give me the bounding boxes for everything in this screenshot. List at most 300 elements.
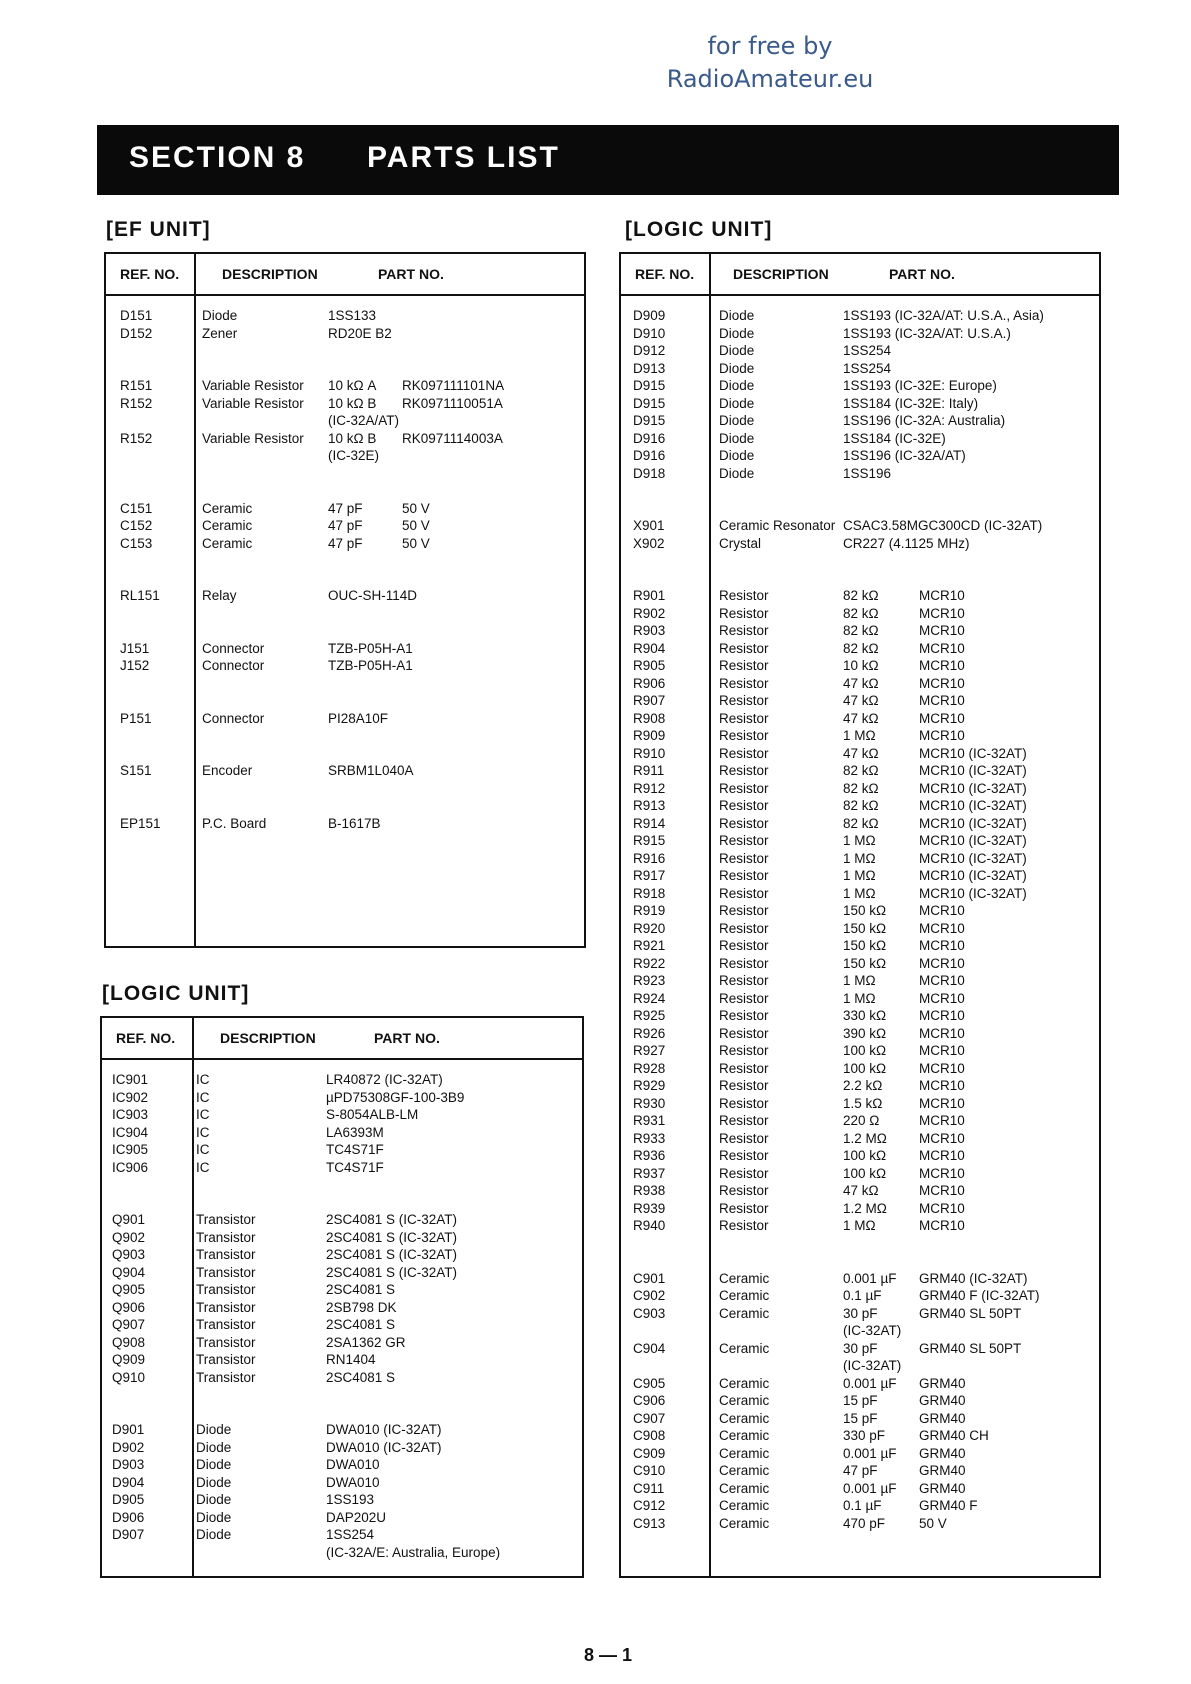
table-row [621, 1060, 1099, 1078]
cell-ref-no: D152 [120, 325, 153, 341]
table-header [621, 254, 1099, 296]
table-row [621, 867, 1099, 885]
table-row [106, 377, 584, 395]
table-row [621, 937, 1099, 955]
cell-part-no: 2SC4081 S (IC-32AT) [326, 1212, 458, 1227]
cell-description: Resistor [719, 1008, 769, 1023]
cell-part-spec: MCR10 [919, 728, 965, 743]
cell-description: Resistor [719, 990, 769, 1006]
section-title: PARTS LIST [367, 141, 560, 174]
cell-ref-no: S151 [120, 763, 152, 778]
cell-description: Resistor [719, 798, 769, 813]
table-row [106, 640, 584, 658]
cell-part-no: 2.2 kΩ [843, 1078, 883, 1093]
table-row [621, 1515, 1099, 1533]
ef-unit-table [104, 252, 586, 948]
cell-description: Ceramic [202, 535, 253, 551]
cell-part-no: 2SC4081 S [326, 1317, 396, 1332]
table-row [102, 1229, 582, 1247]
cell-part-no: DWA010 [326, 1474, 380, 1490]
cell-ref-no: D902 [112, 1439, 145, 1455]
table-row [621, 517, 1099, 535]
table-row [102, 1281, 582, 1299]
table-row [106, 587, 584, 605]
cell-part-no: 1SS184 (IC-32E) [843, 430, 946, 446]
cell-description: Resistor [719, 973, 769, 988]
table-row [106, 710, 584, 728]
cell-ref-no: D916 [633, 448, 666, 463]
cell-ref-no: R931 [633, 1113, 666, 1128]
table-row [621, 832, 1099, 850]
cell-part-no: 1SS193 (IC-32E: Europe) [843, 378, 997, 393]
cell-part-spec: GRM40 F [919, 1498, 978, 1513]
cell-ref-no: Q903 [112, 1247, 146, 1262]
cell-part-spec: MCR10 [919, 605, 965, 621]
cell-description: Connector [202, 658, 265, 673]
cell-ref-no: R930 [633, 1095, 666, 1111]
table-row [621, 640, 1099, 658]
cell-part-no: 390 kΩ [843, 1025, 887, 1041]
cell-part-no: 10 kΩ [843, 658, 879, 673]
cell-ref-no: R906 [633, 675, 666, 691]
cell-ref-no: D915 [633, 395, 666, 411]
cell-part-spec: MCR10 [919, 973, 965, 988]
table-row [621, 657, 1099, 675]
cell-part-spec: MCR10 [919, 675, 965, 691]
cell-part-spec: GRM40 [919, 1463, 966, 1478]
cell-part-no: DWA010 [326, 1457, 380, 1472]
cell-ref-no: R917 [633, 868, 666, 883]
cell-description: Resistor [719, 1095, 769, 1111]
cell-ref-no: R907 [633, 693, 666, 708]
cell-part-no: S-8054ALB-LM [326, 1107, 419, 1122]
table-row [106, 535, 584, 553]
cell-description: Diode [196, 1492, 232, 1507]
table-row [621, 1077, 1099, 1095]
cell-part-spec: RK097111101NA [402, 378, 505, 393]
cell-ref-no: Q909 [112, 1352, 146, 1367]
cell-part-spec: GRM40 F (IC-32AT) [919, 1288, 1040, 1303]
table-row [621, 1217, 1099, 1235]
table-row [621, 1392, 1099, 1410]
cell-ref-no: C910 [633, 1463, 666, 1478]
cell-ref-no: R923 [633, 973, 666, 988]
cell-part-spec: MCR10 (IC-32AT) [919, 763, 1027, 778]
cell-part-no: 2SB798 DK [326, 1299, 397, 1315]
table-row [106, 447, 584, 465]
cell-part-no: 47 kΩ [843, 745, 879, 761]
table-row [621, 1130, 1099, 1148]
cell-description: Transistor [196, 1299, 256, 1315]
cell-part-no: 100 kΩ [843, 1043, 887, 1058]
cell-part-no: 30 pF [843, 1340, 878, 1356]
cell-description: Ceramic [202, 500, 253, 516]
cell-description: Ceramic [719, 1428, 770, 1443]
table-row [621, 902, 1099, 920]
cell-part-no: 150 kΩ [843, 938, 887, 953]
table-row [621, 1497, 1099, 1515]
cell-ref-no: R908 [633, 710, 666, 726]
cell-ref-no: C151 [120, 500, 153, 516]
table-row [106, 395, 584, 413]
cell-ref-no: R913 [633, 798, 666, 813]
table-row [621, 465, 1099, 483]
cell-part-spec: MCR10 (IC-32AT) [919, 798, 1027, 813]
cell-description: Resistor [719, 588, 769, 603]
cell-ref-no: D912 [633, 343, 666, 358]
cell-part-no: PI28A10F [328, 710, 389, 726]
cell-part-no: 1 MΩ [843, 1218, 876, 1233]
cell-part-no: 47 kΩ [843, 675, 879, 691]
table-row [102, 1334, 582, 1352]
cell-part-spec: MCR10 [919, 623, 965, 638]
cell-description: Ceramic Resonator [719, 518, 836, 533]
cell-part-spec: GRM40 [919, 1445, 966, 1461]
table-row [102, 1439, 582, 1457]
cell-description: Ceramic [719, 1305, 770, 1321]
table-row [621, 955, 1099, 973]
cell-part-no: TZB-P05H-A1 [328, 658, 413, 673]
table-row [621, 692, 1099, 710]
cell-ref-no: Q910 [112, 1369, 146, 1385]
cell-description: Diode [196, 1422, 232, 1437]
cell-part-spec: MCR10 (IC-32AT) [919, 815, 1027, 831]
table-row [621, 1095, 1099, 1113]
cell-ref-no: D906 [112, 1509, 145, 1525]
cell-description: Relay [202, 588, 237, 603]
table-row [621, 342, 1099, 360]
cell-description: Resistor [719, 605, 769, 621]
cell-part-no: TC4S71F [326, 1142, 384, 1157]
cell-part-no: µPD75308GF-100-3B9 [326, 1089, 465, 1105]
cell-ref-no: D904 [112, 1474, 145, 1490]
cell-description: Resistor [719, 675, 769, 691]
cell-ref-no: R909 [633, 728, 666, 743]
cell-description: Resistor [719, 1218, 769, 1233]
cell-description: Transistor [196, 1229, 256, 1245]
cell-description: Diode [719, 343, 755, 358]
cell-part-no: 0.001 µF [843, 1270, 897, 1286]
cell-description: IC [196, 1107, 210, 1122]
cell-ref-no: R915 [633, 833, 666, 848]
cell-part-no: 47 pF [328, 518, 363, 533]
cell-description: Resistor [719, 903, 769, 918]
cell-ref-no: D913 [633, 360, 666, 376]
cell-part-spec: GRM40 (IC-32AT) [919, 1270, 1028, 1286]
cell-description: Diode [719, 325, 755, 341]
cell-description: Resistor [719, 763, 769, 778]
cell-ref-no: R924 [633, 990, 666, 1006]
cell-part-spec: MCR10 [919, 640, 965, 656]
cell-part-spec: RK0971110051A [402, 395, 503, 411]
table-row [102, 1456, 582, 1474]
table-row [106, 430, 584, 448]
cell-part-no: 470 pF [843, 1515, 886, 1531]
cell-ref-no: C904 [633, 1340, 666, 1356]
table-row [106, 657, 584, 675]
table-row [621, 535, 1099, 553]
table-row [621, 990, 1099, 1008]
table-row [621, 885, 1099, 903]
cell-part-no: 2SC4081 S (IC-32AT) [326, 1229, 458, 1245]
cell-description: Connector [202, 710, 265, 726]
cell-ref-no: D915 [633, 378, 666, 393]
cell-part-no: CSAC3.58MGC300CD (IC-32AT) [843, 518, 1043, 533]
cell-ref-no: R151 [120, 378, 153, 393]
cell-part-no: OUC-SH-114D [328, 588, 418, 603]
cell-part-no: (IC-32A/E: Australia, Europe) [326, 1544, 501, 1560]
cell-ref-no: C913 [633, 1515, 666, 1531]
cell-description: IC [196, 1072, 210, 1087]
cell-ref-no: X901 [633, 518, 665, 533]
cell-ref-no: D916 [633, 430, 666, 446]
cell-part-no: 100 kΩ [843, 1165, 887, 1181]
cell-ref-no: R939 [633, 1200, 666, 1216]
cell-part-no: 10 kΩ B [328, 430, 377, 446]
section-number: SECTION 8 [129, 141, 306, 174]
watermark [640, 30, 900, 96]
cell-ref-no: R922 [633, 955, 666, 971]
cell-ref-no: R918 [633, 885, 666, 901]
cell-part-spec: GRM40 [919, 1393, 966, 1408]
cell-ref-no: D915 [633, 413, 666, 428]
cell-description: Ceramic [719, 1498, 770, 1513]
cell-ref-no: C906 [633, 1393, 666, 1408]
cell-description: Crystal [719, 535, 762, 551]
cell-part-no: 82 kΩ [843, 605, 879, 621]
table-row [621, 1375, 1099, 1393]
cell-part-no: 82 kΩ [843, 763, 879, 778]
cell-ref-no: X902 [633, 535, 665, 551]
cell-description: Diode [196, 1527, 232, 1542]
cell-part-spec: 50 V [919, 1515, 947, 1531]
table-row [102, 1509, 582, 1527]
cell-ref-no: D903 [112, 1457, 145, 1472]
cell-ref-no: R940 [633, 1218, 666, 1233]
cell-description: Diode [196, 1474, 232, 1490]
table-row [102, 1474, 582, 1492]
cell-ref-no: R912 [633, 780, 666, 796]
cell-description: Diode [719, 465, 755, 481]
cell-ref-no: R929 [633, 1078, 666, 1093]
cell-part-no: 1SS184 (IC-32E: Italy) [843, 395, 979, 411]
cell-ref-no: D151 [120, 308, 153, 323]
table-row [102, 1544, 582, 1562]
table-row [102, 1246, 582, 1264]
cell-description: Zener [202, 325, 238, 341]
cell-part-no: 1SS196 (IC-32A: Australia) [843, 413, 1006, 428]
cell-part-spec: 50 V [402, 500, 430, 516]
cell-part-no: 15 pF [843, 1410, 878, 1426]
cell-ref-no: C902 [633, 1288, 666, 1303]
cell-part-spec: MCR10 [919, 1130, 965, 1146]
cell-description: Resistor [719, 1060, 769, 1076]
cell-description: Ceramic [719, 1410, 770, 1426]
cell-ref-no: Q905 [112, 1282, 146, 1297]
table-row [621, 1322, 1099, 1340]
cell-ref-no: R928 [633, 1060, 666, 1076]
cell-part-no: 2SC4081 S (IC-32AT) [326, 1247, 458, 1262]
cell-part-no: CR227 (4.1125 MHz) [843, 535, 970, 551]
cell-part-no: 82 kΩ [843, 780, 879, 796]
cell-ref-no: Q904 [112, 1264, 146, 1280]
cell-part-spec: MCR10 [919, 1183, 965, 1198]
cell-part-no: TC4S71F [326, 1159, 384, 1175]
cell-part-no: 100 kΩ [843, 1148, 887, 1163]
cell-part-no: 1 MΩ [843, 973, 876, 988]
cell-part-spec: 50 V [402, 518, 430, 533]
cell-part-no: 1 MΩ [843, 885, 876, 901]
cell-ref-no: C908 [633, 1428, 666, 1443]
cell-part-no: 1SS133 [328, 308, 377, 323]
cell-description: Transistor [196, 1352, 256, 1367]
cell-description: Resistor [719, 815, 769, 831]
table-row [621, 325, 1099, 343]
cell-part-no: 1SS254 [326, 1527, 375, 1542]
cell-ref-no: D901 [112, 1422, 145, 1437]
cell-ref-no: R919 [633, 903, 666, 918]
cell-part-spec: MCR10 [919, 1008, 965, 1023]
table-row [621, 605, 1099, 623]
cell-part-no: (IC-32A/AT) [328, 413, 400, 428]
cell-description: Resistor [719, 710, 769, 726]
cell-part-no: 15 pF [843, 1393, 878, 1408]
table-row [621, 377, 1099, 395]
header-description: DESCRIPTION [733, 266, 829, 282]
cell-part-spec: MCR10 [919, 658, 965, 673]
cell-part-no: (IC-32AT) [843, 1323, 902, 1338]
cell-description: Ceramic [719, 1375, 770, 1391]
table-row [102, 1526, 582, 1544]
cell-description: Diode [202, 308, 238, 323]
cell-part-no: (IC-32E) [328, 448, 380, 463]
cell-part-no: 82 kΩ [843, 588, 879, 603]
table-row [102, 1089, 582, 1107]
cell-part-spec: MCR10 [919, 1200, 965, 1216]
cell-ref-no: IC903 [112, 1107, 149, 1122]
table-row [621, 1200, 1099, 1218]
cell-ref-no: C903 [633, 1305, 666, 1321]
cell-ref-no: IC905 [112, 1142, 149, 1157]
table-row [621, 850, 1099, 868]
table-row [621, 1410, 1099, 1428]
cell-part-spec: MCR10 [919, 1148, 965, 1163]
table-row [102, 1264, 582, 1282]
table-row [106, 325, 584, 343]
cell-part-spec: MCR10 (IC-32AT) [919, 850, 1027, 866]
cell-part-spec: MCR10 [919, 903, 965, 918]
cell-part-no: 2SC4081 S [326, 1369, 396, 1385]
cell-ref-no: P151 [120, 710, 152, 726]
cell-ref-no: D905 [112, 1492, 145, 1507]
cell-description: Ceramic [719, 1515, 770, 1531]
cell-ref-no: C907 [633, 1410, 666, 1426]
table-row [102, 1124, 582, 1142]
table-row [106, 517, 584, 535]
cell-ref-no: R911 [633, 763, 665, 778]
cell-description: Resistor [719, 938, 769, 953]
table-row [621, 1165, 1099, 1183]
cell-ref-no: R916 [633, 850, 666, 866]
cell-ref-no: Q901 [112, 1212, 146, 1227]
cell-description: Resistor [719, 920, 769, 936]
cell-part-no: 82 kΩ [843, 798, 879, 813]
table-row [621, 920, 1099, 938]
cell-part-no: 1SS193 (IC-32A/AT: U.S.A.) [843, 325, 1011, 341]
cell-description: Diode [196, 1457, 232, 1472]
cell-ref-no: R938 [633, 1183, 666, 1198]
cell-ref-no: IC906 [112, 1159, 149, 1175]
cell-part-spec: MCR10 (IC-32AT) [919, 745, 1027, 761]
table-row [621, 1305, 1099, 1323]
cell-part-no: TZB-P05H-A1 [328, 640, 413, 656]
header-part-no: PART NO. [889, 266, 955, 282]
cell-description: Diode [719, 308, 755, 323]
cell-ref-no: R937 [633, 1165, 666, 1181]
cell-ref-no: R921 [633, 938, 666, 953]
cell-ref-no: C909 [633, 1445, 666, 1461]
cell-part-no: 1 MΩ [843, 833, 876, 848]
cell-part-no: 1SS196 (IC-32A/AT) [843, 448, 966, 463]
table-row [621, 412, 1099, 430]
cell-part-no: (IC-32AT) [843, 1358, 902, 1373]
cell-description: Ceramic [719, 1393, 770, 1408]
cell-part-no: 1 MΩ [843, 990, 876, 1006]
cell-description: Transistor [196, 1247, 256, 1262]
table-row [621, 797, 1099, 815]
table-row [621, 360, 1099, 378]
cell-description: Ceramic [719, 1463, 770, 1478]
cell-description: Diode [719, 395, 755, 411]
cell-ref-no: C911 [633, 1480, 665, 1496]
cell-description: Ceramic [719, 1480, 770, 1496]
cell-description: IC [196, 1089, 210, 1105]
cell-description: Variable Resistor [202, 395, 304, 411]
cell-part-spec: MCR10 [919, 710, 965, 726]
cell-part-no: 0.1 µF [843, 1498, 882, 1513]
table-row [106, 815, 584, 833]
cell-part-spec: MCR10 (IC-32AT) [919, 780, 1027, 796]
cell-part-no: RD20E B2 [328, 325, 392, 341]
cell-part-no: 1SS254 [843, 360, 892, 376]
cell-ref-no: D907 [112, 1527, 145, 1542]
table-row [621, 727, 1099, 745]
cell-description: Resistor [719, 955, 769, 971]
cell-ref-no: C901 [633, 1270, 666, 1286]
cell-part-no: 1.5 kΩ [843, 1095, 883, 1111]
cell-part-no: 1.2 MΩ [843, 1130, 887, 1146]
header-ref: REF. NO. [635, 266, 695, 282]
cell-part-spec: MCR10 [919, 1218, 965, 1233]
cell-part-no: DWA010 (IC-32AT) [326, 1439, 442, 1455]
table-row [621, 1270, 1099, 1288]
cell-description: Resistor [719, 623, 769, 638]
section-banner [97, 125, 1119, 195]
cell-part-spec: GRM40 CH [919, 1428, 989, 1443]
table-row [102, 1071, 582, 1089]
cell-part-no: 0.001 µF [843, 1375, 897, 1391]
cell-description: Transistor [196, 1264, 256, 1280]
table-row [621, 1112, 1099, 1130]
cell-part-no: 1SS193 (IC-32A/AT: U.S.A., Asia) [843, 308, 1044, 323]
cell-part-no: 330 pF [843, 1428, 886, 1443]
table-header [102, 1018, 582, 1060]
cell-part-spec: GRM40 SL 50PT [919, 1340, 1022, 1356]
cell-description: Resistor [719, 1113, 769, 1128]
cell-part-no: 100 kΩ [843, 1060, 887, 1076]
cell-part-no: DAP202U [326, 1509, 387, 1525]
cell-part-no: 330 kΩ [843, 1008, 887, 1023]
